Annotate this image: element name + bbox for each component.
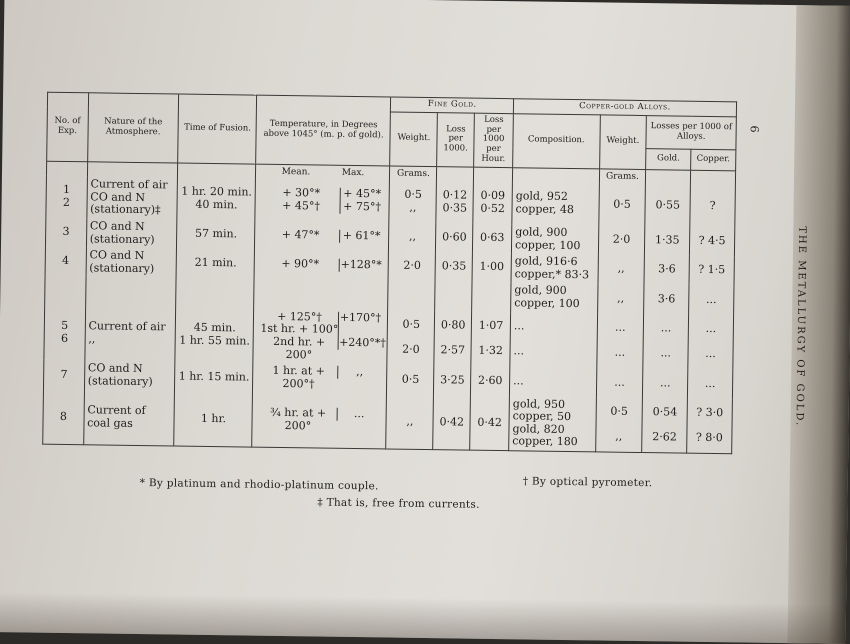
subheader-grams: Grams. — [390, 166, 437, 181]
cell-fg-weight: 2·0 — [388, 252, 435, 282]
cell-temp-max — [339, 289, 381, 290]
cell-atmosphere: Current of coal gas — [83, 390, 174, 446]
cell-composition: gold, 950 copper, 50 gold, 820 copper, 180 — [509, 396, 596, 452]
header-cg-weight: Weight. — [599, 115, 647, 169]
cell-cg-weight: ... — [596, 368, 643, 398]
cell-temp-mean: ¾ hr. at + 200° — [270, 406, 327, 433]
cell-fg-loss-1000 — [435, 282, 472, 312]
cell-fg-loss-hour — [472, 282, 511, 312]
subheader-grams-2: Grams. — [599, 169, 646, 184]
header-temperature: Temperature, in Degrees above 1045° (m. p. of gold). — [256, 95, 391, 165]
cell-fg-loss-hour: 1·07 1·32 — [471, 311, 511, 366]
cell-temp-max: + 61°* — [340, 230, 383, 243]
cell-fg-loss-hour: 1·00 — [472, 253, 511, 283]
cell-temp — [253, 363, 387, 394]
cell-atmosphere: CO and N (stationary) — [84, 361, 175, 392]
cell-cg-weight: ... ... — [596, 313, 644, 368]
cell-exp-no — [45, 276, 86, 306]
cell-loss-copper: ... — [687, 369, 732, 399]
header-fg-loss-1000: Loss per 1000. — [437, 112, 475, 166]
cell-fg-weight: 0·5 — [387, 365, 434, 395]
header-fine-gold: Fine Gold. — [391, 97, 514, 113]
cell-fg-loss-1000: 0·35 — [435, 252, 472, 282]
bottom-shadow — [0, 592, 846, 644]
cell-temp-max: ,, — [338, 366, 381, 379]
cell-temp — [255, 220, 389, 251]
cell-atmosphere: Current of air CO and N (stationary)‡ — [87, 176, 178, 219]
cell-fg-weight: ,, — [389, 222, 436, 252]
cell-time: 21 min. — [176, 249, 255, 279]
header-time: Time of Fusion. — [178, 94, 257, 164]
alloy-loss-table — [42, 92, 737, 455]
header-fg-weight: Weight. — [390, 112, 438, 166]
cell-loss-gold: 3·6 — [644, 255, 689, 285]
cell-fg-loss-1000: 0·60 — [436, 223, 473, 253]
cell-atmosphere: Current of air ,, — [85, 306, 176, 362]
cell-time: 1 hr. 20 min. 40 min. — [177, 177, 256, 220]
subheader-max: Max. — [341, 167, 365, 178]
header-losses-per-1000: Losses per 1000 of Alloys. — [646, 115, 736, 150]
cell-fg-loss-hour: 2·60 — [471, 366, 510, 396]
cell-atmosphere — [85, 277, 176, 308]
cell-time: 57 min. — [177, 219, 256, 249]
cell-composition: gold, 900 copper, 100 — [511, 224, 598, 254]
cell-loss-gold: ... ... — [643, 314, 688, 369]
cell-fg-weight: 0·5 2·0 — [387, 310, 435, 365]
cell-composition: ... ... — [510, 312, 597, 368]
cell-loss-copper: ... — [689, 285, 734, 315]
cell-loss-gold: 0·55 — [645, 184, 690, 227]
header-atmosphere: Nature of the Atmosphere. — [87, 93, 179, 163]
header-copper-gold-alloys: Copper-gold Alloys. — [513, 99, 736, 117]
cell-exp-no: 7 — [43, 360, 84, 390]
cell-cg-weight: 0·5 — [598, 183, 645, 226]
cell-temp-mean — [261, 287, 339, 288]
cell-fg-weight — [388, 281, 435, 311]
cell-loss-gold: ... — [643, 368, 688, 398]
header-gold: Gold. — [646, 149, 691, 170]
cell-temp — [252, 392, 387, 449]
cell-loss-gold: 0·54 2·62 — [642, 398, 687, 454]
cell-time: 1 hr. — [174, 391, 253, 447]
cell-loss-gold: 3·6 — [644, 284, 689, 314]
cell-temp-mean: + 125°† 1st hr. + 100° 2nd hr. + 200° — [260, 309, 339, 362]
cell-fg-loss-hour: 0·09 0·52 — [473, 182, 512, 224]
cell-fg-weight: ,, — [386, 394, 434, 450]
footnote-dagger: † By optical pyrometer. — [522, 475, 653, 490]
cell-temp — [255, 250, 389, 281]
cell-fg-weight: 0·5 ,, — [389, 180, 436, 223]
cell-loss-copper: ? 4·5 — [689, 227, 734, 257]
cell-temp-mean: + 90°* — [281, 257, 320, 271]
cell-loss-copper: ? 3·0 ? 8·0 — [687, 398, 733, 454]
cell-cg-weight: 0·5 ,, — [595, 397, 643, 453]
cell-cg-weight: ,, — [598, 255, 645, 285]
cell-loss-copper: ? 1·5 — [689, 256, 734, 286]
cell-loss-copper: ? — [690, 185, 736, 228]
cell-fg-loss-1000: 3·25 — [434, 365, 471, 395]
cell-loss-gold: 1·35 — [645, 226, 690, 256]
page-number: 6 — [747, 125, 761, 133]
cell-fg-loss-hour: 0·42 — [470, 395, 510, 451]
header-no-of-exp: No. of Exp. — [47, 92, 89, 161]
cell-composition: ... — [509, 366, 596, 396]
cell-temp-max: + 45°* + 75°† — [340, 188, 383, 214]
table-row — [43, 389, 733, 454]
cell-time — [176, 278, 255, 308]
table-body — [43, 161, 736, 454]
running-head: THE METALLURGY OF GOLD. — [793, 226, 808, 428]
header-copper: Copper. — [691, 150, 736, 171]
cell-fg-loss-1000: 0·80 2·57 — [434, 311, 472, 366]
footnote-star: * By platinum and rhodio-platinum couple. — [139, 477, 379, 493]
cell-temp-mean: 1 hr. at + 200°† — [272, 364, 325, 391]
cell-exp-no: 1 2 — [46, 176, 87, 218]
cell-temp-max: +128°* — [340, 258, 382, 272]
cell-exp-no: 8 — [43, 389, 84, 445]
header-fg-loss-hour: Loss per 1000 per Hour. — [474, 113, 514, 167]
cell-temp — [253, 308, 388, 364]
cell-time: 1 hr. 15 min. — [175, 362, 254, 392]
header-composition: Composition. — [513, 113, 600, 168]
cell-temp-max: +170°† +240°*† — [339, 310, 386, 350]
cell-exp-no: 4 — [45, 247, 86, 277]
cell-atmosphere: CO and N (stationary) — [86, 247, 177, 278]
cell-composition: gold, 900 copper, 100 — [511, 283, 598, 313]
subheader-mean: Mean. — [281, 166, 311, 177]
cell-composition: gold, 952 copper, 48 — [512, 182, 599, 225]
cell-exp-no: 3 — [45, 218, 86, 248]
cell-time: 45 min. 1 hr. 55 min. — [175, 307, 254, 363]
cell-loss-copper: ... ... — [688, 314, 734, 369]
cell-cg-weight: ,, — [597, 284, 644, 314]
cell-temp-max: ... — [337, 408, 380, 421]
table-row — [44, 305, 734, 369]
cell-fg-loss-1000: 0·12 0·35 — [436, 181, 473, 223]
cell-atmosphere: CO and N (stationary) — [86, 218, 177, 249]
cell-fg-loss-1000: 0·42 — [433, 395, 471, 451]
cell-temp — [255, 179, 390, 223]
footnote-ddagger: ‡ That is, free from currents. — [317, 496, 480, 511]
cell-temp-mean: + 30°* + 45°† — [282, 186, 321, 213]
cell-composition: gold, 916·6 copper,* 83·3 — [511, 253, 598, 283]
cell-temp-mean: + 47°* — [281, 228, 320, 242]
cell-fg-loss-hour: 0·63 — [473, 224, 512, 254]
cell-cg-weight: 2·0 — [598, 225, 645, 255]
cell-temp — [254, 279, 388, 310]
cell-exp-no: 5 6 — [44, 305, 85, 360]
